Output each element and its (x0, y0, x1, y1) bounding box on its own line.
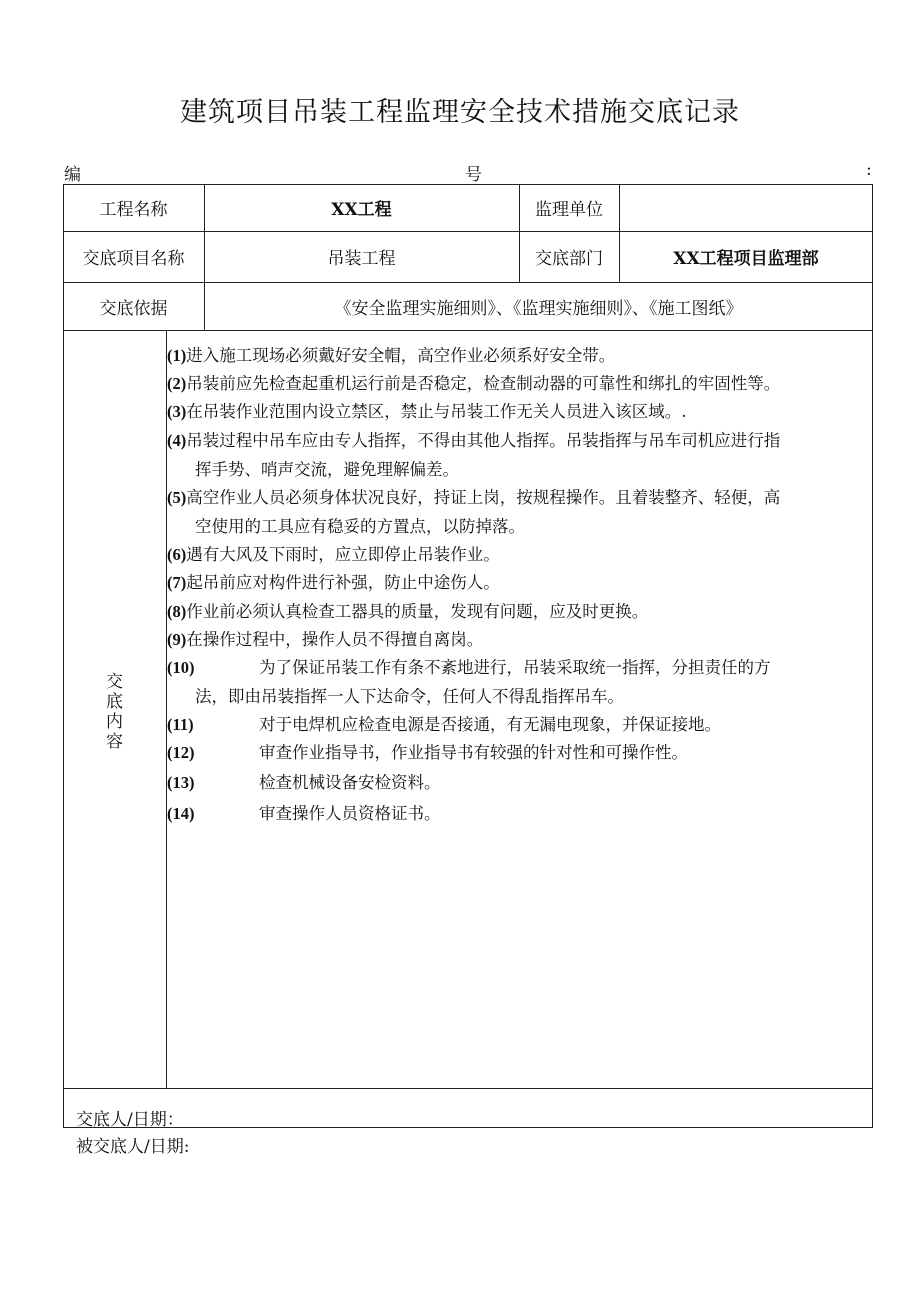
project-name-label: 工程名称 (99, 200, 168, 220)
disclosure-basis-value: 《安全监理实施细则》、《监理实施细则》、《施工图纸》 (334, 298, 743, 319)
content-item: (5)高空作业人员必须身体状况良好，持证上岗，按规程操作。且着装整齐、轻便，高 空使用的工具应有稳妥的方置点，以防掉落。 (167, 488, 781, 536)
row-divider (63, 1088, 873, 1089)
content-item: (8)作业前必须认真检查工器具的质量，发现有问题，应及时更换。 (167, 602, 649, 621)
number-label-mid: 号 (465, 165, 482, 185)
content-item: (1)进入施工现场必须戴好安全帽，高空作业必须系好安全带。 (167, 346, 616, 365)
content-item: (9)在操作过程中，操作人员不得擅自离岗。 (167, 630, 484, 649)
content-item: (3)在吊装作业范围内设立禁区，禁止与吊装工作无关人员进入该区域。. (167, 402, 687, 421)
content-item: (4)吊装过程中吊车应由专人指挥，不得由其他人指挥。吊装指挥与吊车司机应进行指 挥手势、哨声交流，避免理解偏差。 (167, 431, 781, 479)
row-divider (63, 330, 873, 331)
disclosure-dept-label: 交底部门 (535, 249, 603, 269)
disclosure-basis-label: 交底依据 (99, 298, 168, 319)
content-item: (2)吊装前应先检查起重机运行前是否稳定，检查制动器的可靠性和绑扎的牢固性等。 (167, 374, 781, 393)
content-item: (7)起吊前应对构件进行补强，防止中途伤人。 (167, 573, 500, 592)
disclosure-item-value: 吊装工程 (327, 249, 396, 269)
number-row (64, 160, 874, 185)
disclosure-dept-value: XX工程项目监理部 (673, 249, 819, 269)
content-item: (13) 检查机械设备安检资料。 (167, 773, 441, 792)
content-item: (6)遇有大风及下雨时，应立即停止吊装作业。 (167, 545, 500, 564)
number-label-left: 编 (64, 165, 81, 185)
discloser-date-field[interactable]: 交底人/日期： (76, 1110, 184, 1130)
content-label: 交 底 内 容 (106, 672, 123, 752)
number-label-colon: : (866, 160, 872, 180)
recipient-date-field[interactable]: 被交底人/日期: (76, 1137, 190, 1157)
supervision-unit-value[interactable] (619, 184, 873, 231)
disclosure-item-label: 交底项目名称 (82, 249, 185, 269)
content-item: (11) 对于电焊机应检查电源是否接通，有无漏电现象，并保证接地。 (167, 715, 721, 734)
project-name-value: XX工程 (331, 200, 392, 220)
content-item: (12) 审查作业指导书，作业指导书有较强的针对性和可操作性。 (167, 743, 688, 762)
document-title: 建筑项目吊装工程监理安全技术措施交底记录 (180, 97, 740, 128)
supervision-unit-label: 监理单位 (535, 200, 603, 220)
content-item: (10) 为了保证吊装工作有条不紊地进行，吊装采取统一指挥，分担责任的方 法，即由吊装指挥一人下达命令，任何人不得乱指挥吊车。 (167, 658, 771, 706)
content-item: (14) 审查操作人员资格证书。 (167, 804, 441, 823)
